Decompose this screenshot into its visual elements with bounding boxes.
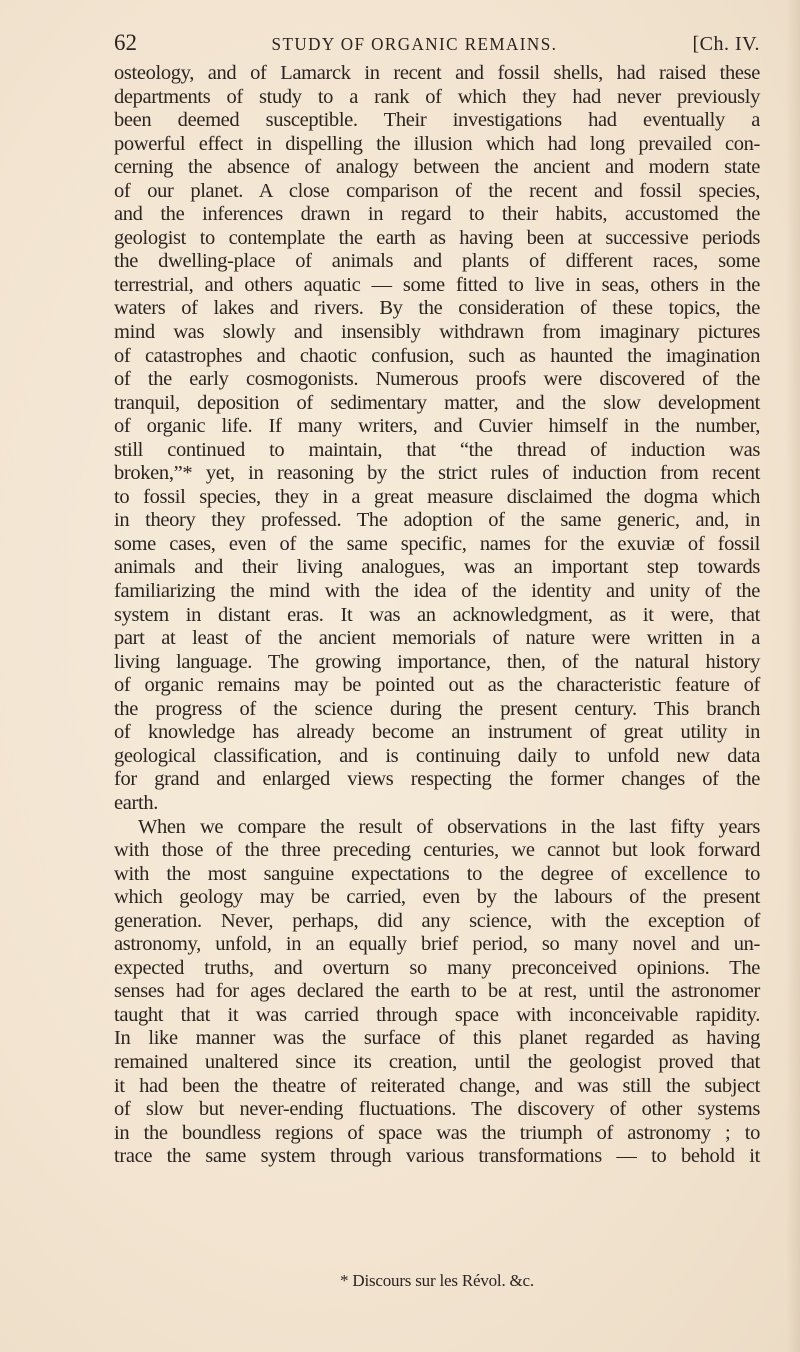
text-line: taught that it was carried through space with inconceivable rapidity.: [114, 1003, 760, 1026]
text-line: astronomy, unfold, in an equally brief period, so many novel and un-: [114, 933, 760, 956]
text-line: animals and their living analogues, was an important step towards: [114, 556, 760, 579]
text-line: familiarizing the mind with the idea of the identity and unity of the: [114, 580, 760, 603]
text-line: generation. Never, perhaps, did any science, with the exception of: [114, 909, 760, 932]
running-title: STUDY OF ORGANIC REMAINS.: [271, 34, 558, 54]
text-line: geologist to contemplate the earth as having been at successive periods: [114, 226, 760, 249]
text-line: to fossil species, they in a great measure disclaimed the dogma which: [114, 485, 760, 508]
text-line: cerning the absence of analogy between the ancient and modern state: [114, 156, 760, 179]
text-line: with the most sanguine expectations to the degree of excellence to: [114, 862, 760, 885]
text-line: and the inferences drawn in regard to their habits, accustomed the: [114, 203, 760, 226]
text-line-footnote-ref: broken,”* yet, in reasoning by the strict rules of induction from recent: [114, 462, 760, 485]
text-line: remained unaltered since its creation, until the geologist proved that: [114, 1050, 760, 1073]
text-line: senses had for ages declared the earth to be at rest, until the astronomer: [114, 980, 760, 1003]
footnote: * Discours sur les Révol. &c.: [340, 1271, 534, 1290]
text-line: it had been the theatre of reiterated change, and was still the subject: [114, 1074, 760, 1097]
text-line: which geology may be carried, even by the labours of the present: [114, 886, 760, 909]
text-line: of organic remains may be pointed out as the characteristic feature of: [114, 674, 760, 697]
text-line: system in distant eras. It was an acknowledgment, as it were, that: [114, 603, 760, 626]
text-line: of the early cosmogonists. Numerous proofs were discovered of the: [114, 368, 760, 391]
text-line: in the boundless regions of space was the triumph of astronomy ; to: [114, 1121, 760, 1144]
page-edge-shadow: [786, 0, 800, 1352]
text-line: powerful effect in dispelling the illusion which had long prevailed con-: [114, 132, 760, 155]
text-line: part at least of the ancient memorials of nature were written in a: [114, 627, 760, 650]
text-line: of organic life. If many writers, and Cuvier himself in the number,: [114, 415, 760, 438]
text-line: expected truths, and overturn so many preconceived opinions. The: [114, 956, 760, 979]
text-line: in theory they professed. The adoption of the same generic, and, in: [114, 509, 760, 532]
text-line: terrestrial, and others aquatic — some fitted to live in seas, others in the: [114, 273, 760, 296]
paragraph-end-line: earth.: [114, 791, 158, 814]
text-line: of catastrophes and chaotic confusion, such as haunted the imagination: [114, 344, 760, 367]
text-line: been deemed susceptible. Their investigations had eventually a: [114, 109, 760, 132]
text-line: mind was slowly and insensibly withdrawn from imaginary pictures: [114, 321, 760, 344]
text-line: In like manner was the surface of this planet regarded as having: [114, 1027, 760, 1050]
text-line: of slow but never-ending fluctuations. The discovery of other systems: [114, 1098, 760, 1121]
text-line: the progress of the science during the present century. This branch: [114, 697, 760, 720]
page-number: 62: [114, 30, 137, 55]
text-line: for grand and enlarged views respecting the former changes of the: [114, 768, 760, 791]
text-line: still continued to maintain, that “the thread of induction was: [114, 438, 760, 461]
text-line: of our planet. A close comparison of the recent and fossil species,: [114, 179, 760, 202]
text-line: departments of study to a rank of which they had never previously: [114, 85, 760, 108]
text-line: trace the same system through various transformations — to behold it: [114, 1145, 760, 1168]
chapter-label: [Ch. IV.: [692, 33, 760, 55]
text-line: with those of the three preceding centuries, we cannot but look forward: [114, 839, 760, 862]
paragraph-start-line: When we compare the result of observations in the last fifty years: [138, 815, 760, 838]
text-line: living language. The growing importance, then, of the natural history: [114, 650, 760, 673]
text-line: tranquil, deposition of sedimentary matter, and the slow development: [114, 391, 760, 414]
body-text: [114, 62, 760, 1169]
text-line: waters of lakes and rivers. By the consideration of these topics, the: [114, 297, 760, 320]
running-header: [114, 30, 760, 60]
text-line: osteology, and of Lamarck in recent and fossil shells, had raised these: [114, 62, 760, 84]
text-line: some cases, even of the same specific, names for the exuviæ of fossil: [114, 532, 760, 555]
text-line: geological classification, and is continuing daily to unfold new data: [114, 744, 760, 767]
text-line: the dwelling-place of animals and plants of different races, some: [114, 250, 760, 273]
text-line: of knowledge has already become an instrument of great utility in: [114, 721, 760, 744]
